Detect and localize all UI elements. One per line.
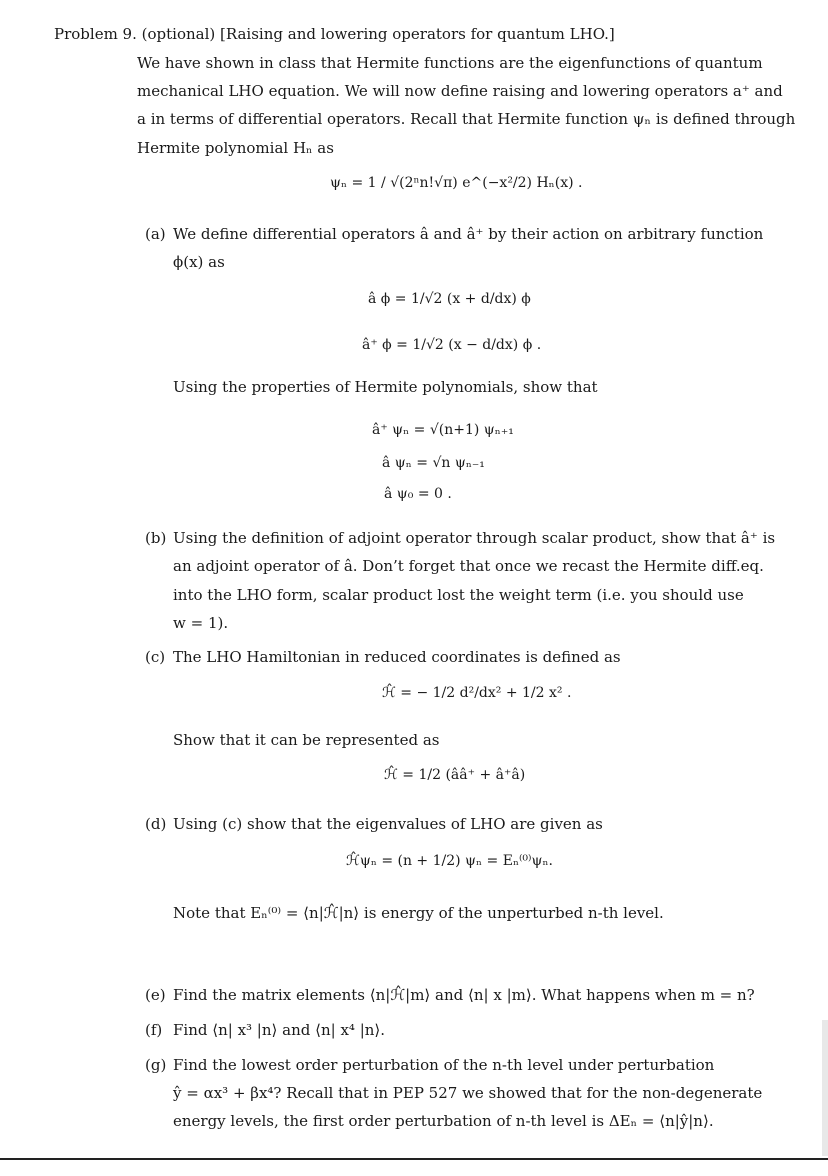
result-lower: â ψₙ = √n ψₙ₋₁ bbox=[382, 455, 485, 471]
equation-hamiltonian: ℋ̂ = − 1/2 d²/dx² + 1/2 x² . bbox=[382, 685, 572, 701]
part-g-line-2: ŷ = αx³ + βx⁴? Recall that in PEP 527 we showed that for the non-degenerate bbox=[173, 1084, 763, 1102]
intro-line-1: We have shown in class that Hermite functions are the eigenfunctions of quantum bbox=[137, 54, 763, 72]
part-d-label: (d) bbox=[145, 815, 167, 833]
page-edge-shade bbox=[822, 1020, 828, 1156]
problem-header: Problem 9. (optional) [Raising and lowering operators for quantum LHO.] bbox=[54, 25, 615, 43]
intro-line-2: mechanical LHO equation. We will now define raising and lowering operators a⁺ and bbox=[137, 82, 783, 100]
intro-line-3: a in terms of differential operators. Recall that Hermite function ψₙ is defined through bbox=[137, 110, 796, 128]
result-raise: â⁺ ψₙ = √(n+1) ψₙ₊₁ bbox=[372, 422, 514, 438]
equation-psi: ψₙ = 1 / √(2ⁿn!√π) e^(−x²/2) Hₙ(x) . bbox=[330, 175, 583, 191]
part-f-label: (f) bbox=[145, 1021, 163, 1039]
bottom-divider bbox=[0, 1158, 828, 1160]
part-g-label: (g) bbox=[145, 1056, 167, 1074]
part-a-line-1: We define differential operators â and â⁺ by their action on arbitrary function bbox=[173, 225, 764, 243]
part-g-line-3: energy levels, the first order perturbation of n-th level is ΔEₙ = ⟨n|ŷ|n⟩. bbox=[173, 1112, 714, 1130]
part-a-line-2: ϕ(x) as bbox=[173, 253, 225, 271]
part-c-line: The LHO Hamiltonian in reduced coordinates is defined as bbox=[173, 648, 621, 666]
part-g-line-1: Find the lowest order perturbation of the n-th level under perturbation bbox=[173, 1056, 715, 1074]
part-d-note: Note that Eₙ⁽⁰⁾ = ⟨n|ℋ̂|n⟩ is energy of the unperturbed n-th level. bbox=[173, 904, 664, 922]
part-a-label: (a) bbox=[145, 225, 166, 243]
part-b-line-3: into the LHO form, scalar product lost the weight term (i.e. you should use bbox=[173, 586, 744, 604]
part-c-label: (c) bbox=[145, 648, 166, 666]
part-d-line: Using (c) show that the eigenvalues of LHO are given as bbox=[173, 815, 603, 833]
equation-hamiltonian-operators: ℋ̂ = 1/2 (ââ⁺ + â⁺â) bbox=[384, 767, 526, 783]
part-c-prompt: Show that it can be represented as bbox=[173, 731, 440, 749]
part-b-line-4: w = 1). bbox=[173, 614, 229, 632]
part-b-line-2: an adjoint operator of â. Don’t forget that once we recast the Hermite diff.eq. bbox=[173, 557, 764, 575]
intro-line-4: Hermite polynomial Hₙ as bbox=[137, 139, 334, 157]
equation-eigenvalues: ℋ̂ψₙ = (n + 1/2) ψₙ = Eₙ⁽⁰⁾ψₙ. bbox=[346, 853, 553, 869]
part-e-line: Find the matrix elements ⟨n|ℋ̂|m⟩ and ⟨n| x |m⟩. What happens when m = n? bbox=[173, 986, 755, 1004]
result-ground: â ψ₀ = 0 . bbox=[384, 486, 452, 502]
part-b-line-1: Using the definition of adjoint operator through scalar product, show that â⁺ is bbox=[173, 529, 776, 547]
part-b-label: (b) bbox=[145, 529, 167, 547]
equation-a-raise: â⁺ ϕ = 1/√2 (x − d/dx) ϕ . bbox=[362, 337, 542, 353]
part-a-prompt: Using the properties of Hermite polynomials, show that bbox=[173, 378, 598, 396]
part-f-line: Find ⟨n| x³ |n⟩ and ⟨n| x⁴ |n⟩. bbox=[173, 1021, 386, 1039]
part-e-label: (e) bbox=[145, 986, 166, 1004]
equation-a-lower: â ϕ = 1/√2 (x + d/dx) ϕ bbox=[368, 291, 531, 307]
